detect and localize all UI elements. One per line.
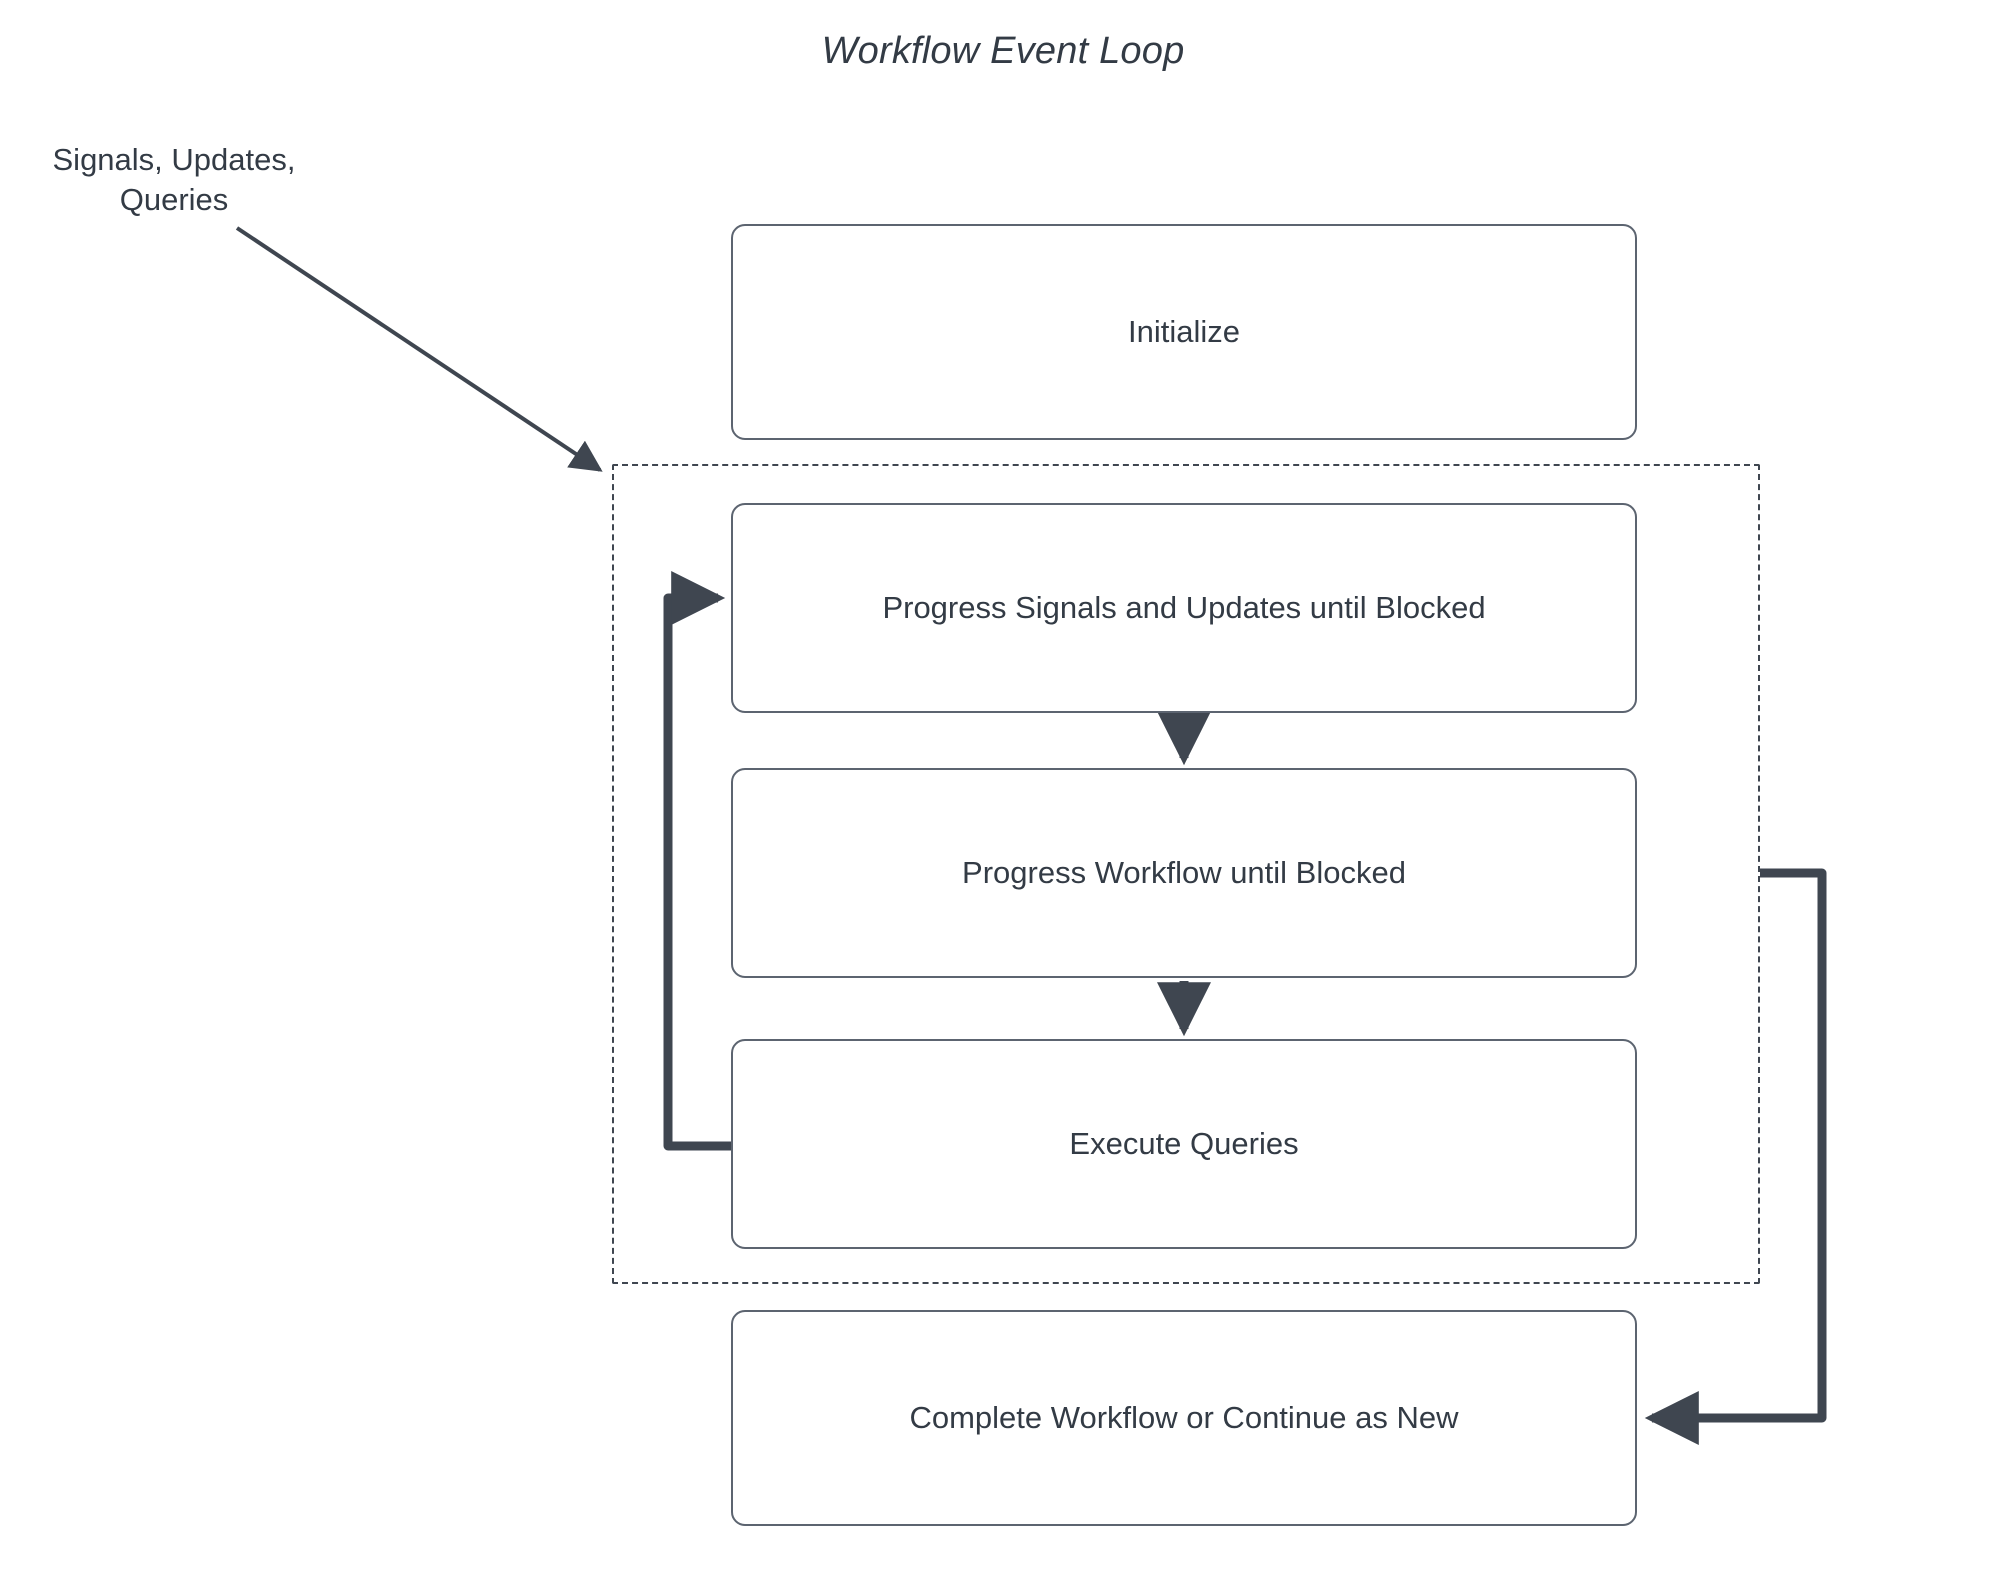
node-initialize[interactable]: Initialize xyxy=(731,224,1637,440)
node-progress-workflow[interactable]: Progress Workflow until Blocked xyxy=(731,768,1637,978)
diagram-title: Workflow Event Loop xyxy=(821,30,1185,72)
edge-signals-to-loop xyxy=(237,228,600,470)
edge-label-inbound-signals: Signals, Updates, Queries xyxy=(52,142,296,217)
node-complete-workflow[interactable]: Complete Workflow or Continue as New xyxy=(731,1310,1637,1526)
node-execute-queries[interactable]: Execute Queries xyxy=(731,1039,1637,1249)
node-progress-signals-and-updates[interactable]: Progress Signals and Updates until Blocked xyxy=(731,503,1637,713)
